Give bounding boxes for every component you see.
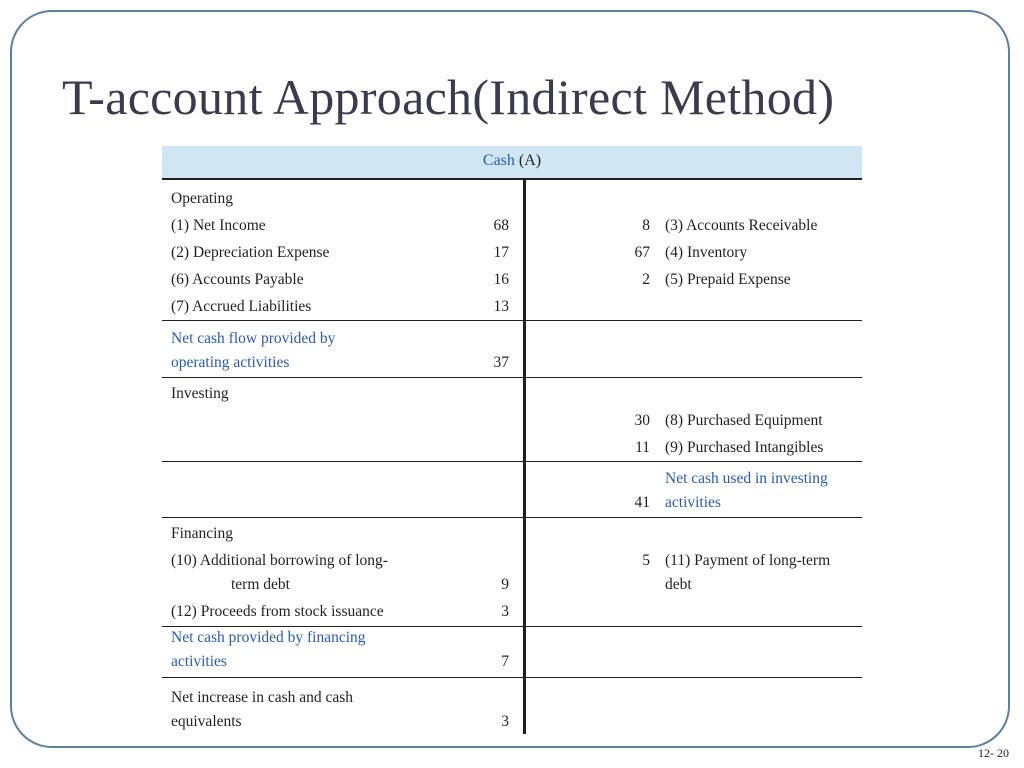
credit-amount: 2	[642, 271, 650, 288]
credit-label: (5) Prepaid Expense	[665, 271, 791, 288]
credit-amount: 11	[635, 439, 650, 456]
financing-subtotal-label: activities	[171, 653, 227, 670]
debit-amount: 13	[493, 298, 509, 315]
financing-subtotal-label: Net cash provided by financing	[171, 629, 366, 646]
operating-subtotal-amount: 37	[493, 354, 509, 371]
credit-label: (8) Purchased Equipment	[665, 412, 823, 429]
credit-amount: 8	[642, 217, 650, 234]
debit-label: (12) Proceeds from stock issuance	[171, 603, 384, 620]
debit-label: term debt	[231, 576, 290, 593]
operating-subtotal-label: operating activities	[171, 354, 290, 371]
account-type: (A)	[514, 152, 542, 169]
credit-amount: 67	[634, 244, 650, 261]
debit-amount: 9	[501, 576, 509, 593]
debit-amount: 68	[493, 217, 509, 234]
account-name: Cash	[482, 152, 515, 169]
t-account-header	[162, 146, 862, 180]
slide-title: T-account Approach(Indirect Method)	[62, 69, 835, 125]
credit-label: (4) Inventory	[665, 244, 748, 261]
investing-heading: Investing	[171, 385, 229, 402]
debit-label: (2) Depreciation Expense	[171, 244, 330, 261]
net-increase-label: equivalents	[171, 713, 242, 730]
section-divider	[162, 461, 862, 462]
debit-label: (1) Net Income	[171, 217, 266, 234]
credit-label: debt	[665, 576, 692, 593]
section-divider	[162, 517, 862, 518]
financing-heading: Financing	[171, 525, 233, 542]
investing-subtotal-label: activities	[665, 494, 721, 511]
slide-number: 12- 20	[978, 746, 1009, 760]
investing-subtotal-label: Net cash used in investing	[665, 470, 828, 487]
net-increase-label: Net increase in cash and cash	[171, 689, 354, 706]
t-account-divider	[523, 180, 526, 734]
section-divider	[162, 677, 862, 678]
debit-amount: 3	[501, 603, 509, 620]
credit-amount: 5	[642, 552, 650, 569]
credit-label: (11) Payment of long-term	[665, 552, 831, 569]
section-divider	[162, 626, 862, 627]
operating-heading: Operating	[171, 190, 233, 207]
operating-subtotal-label: Net cash flow provided by	[171, 330, 336, 347]
credit-label: (9) Purchased Intangibles	[665, 439, 824, 456]
debit-label: (7) Accrued Liabilities	[171, 298, 312, 315]
net-increase-amount: 3	[501, 713, 509, 730]
investing-subtotal-amount: 41	[634, 494, 650, 511]
debit-amount: 16	[493, 271, 509, 288]
debit-amount: 17	[493, 244, 509, 261]
credit-amount: 30	[634, 412, 650, 429]
section-divider	[162, 377, 862, 378]
section-divider	[162, 320, 862, 321]
credit-label: (3) Accounts Receivable	[665, 217, 818, 234]
debit-label: (6) Accounts Payable	[171, 271, 304, 288]
cash-t-account	[162, 146, 862, 734]
debit-label: (10) Additional borrowing of long-	[171, 552, 388, 569]
financing-subtotal-amount: 7	[501, 653, 509, 670]
